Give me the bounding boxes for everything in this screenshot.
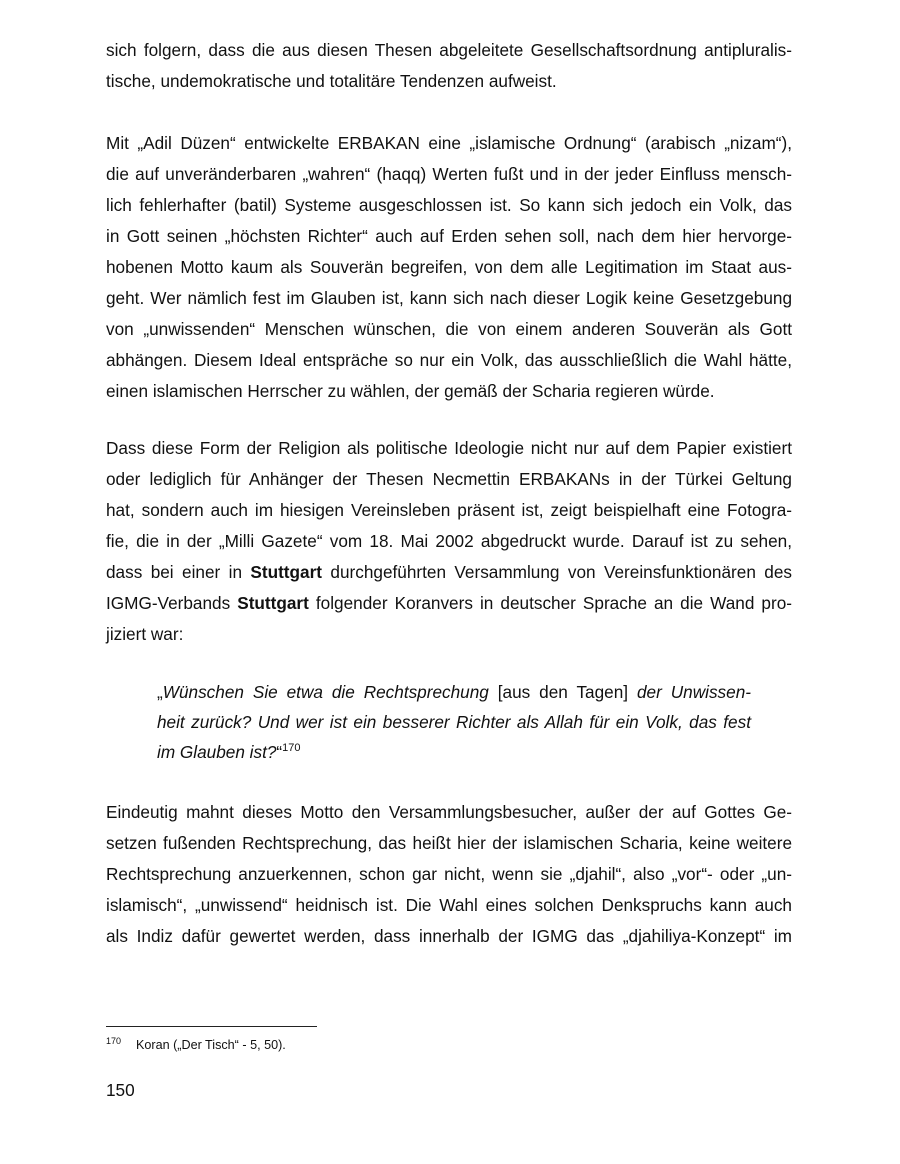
body-text-line: als Indiz dafür gewertet werden, dass innerhalb der IGMG das „djahiliya-Konzept“ im (106, 926, 792, 946)
footnote-reference[interactable]: 170 (282, 742, 301, 754)
body-text-line: islamisch“, „unwissend“ heidnisch ist. Die Wahl eines solchen Denkspruchs kann auch (106, 895, 792, 915)
close-quote-mark: “ (276, 742, 283, 762)
quote-line: heit zurück? Und wer ist ein besserer Richter als Allah für ein Volk, das fest (157, 712, 751, 732)
body-text-line: von „unwissenden“ Menschen wünschen, die von einem anderen Souverän als Gott (106, 319, 792, 339)
open-quote-mark: „ (157, 682, 163, 702)
body-text-line: fie, die in der „Milli Gazete“ vom 18. Mai 2002 abgedruckt wurde. Darauf ist zu sehen, (106, 531, 792, 551)
quote-italic-run: der Unwissen- (637, 682, 751, 702)
footnote-text: Koran („Der Tisch“ - 5, 50). (136, 1038, 286, 1052)
body-text-line: die auf unveränderbaren „wahren“ (haqq) Werten fußt und in der jeder Einfluss mensch- (106, 164, 792, 184)
quote-line (157, 682, 751, 702)
body-text-line: einen islamischen Herrscher zu wählen, der gemäß der Scharia regieren würde. (106, 381, 715, 401)
body-text-line: setzen fußenden Rechtsprechung, das heißt hier der islamischen Scharia, keine weitere (106, 833, 792, 853)
bold-place-name: Stuttgart (250, 562, 322, 582)
bold-place-name: Stuttgart (237, 593, 309, 613)
body-text-line: jiziert war: (106, 624, 184, 644)
body-text-line: hat, sondern auch im hiesigen Vereinsleben präsent ist, zeigt beispielhaft eine Fotogra- (106, 500, 792, 520)
quote-line (157, 742, 751, 762)
body-text-line: tische, undemokratische und totalitäre Tendenzen aufweist. (106, 71, 557, 91)
body-text-line: lich fehlerhafter (batil) Systeme ausgeschlossen ist. So kann sich jedoch ein Volk, das (106, 195, 792, 215)
footnote-divider (106, 1026, 317, 1027)
body-text-line: sich folgern, dass die aus diesen Thesen abgeleitete Gesellschaftsordnung antipluralis- (106, 40, 792, 60)
body-text-line: Dass diese Form der Religion als politische Ideologie nicht nur auf dem Papier existiert (106, 438, 792, 458)
body-text-line (106, 562, 792, 582)
body-text-line: Mit „Adil Düzen“ entwickelte ERBAKAN eine „islamische Ordnung“ (arabisch „nizam“), (106, 133, 792, 153)
quote-italic-run: Wünschen Sie etwa die Rechtsprechung (162, 682, 489, 702)
body-text-line: geht. Wer nämlich fest im Glauben ist, kann sich nach dieser Logik keine Gesetzgebung (106, 288, 792, 308)
page-number: 150 (106, 1080, 135, 1100)
body-text-line: oder lediglich für Anhänger der Thesen Necmettin ERBAKANs in der Türkei Geltung (106, 469, 792, 489)
body-text-line (106, 593, 792, 613)
body-text-line: Eindeutig mahnt dieses Motto den Versammlungsbesucher, außer der auf Gottes Ge- (106, 802, 792, 822)
body-text-line: Rechtsprechung anzuerkennen, schon gar nicht, wenn sie „djahil“, also „vor“- oder „un- (106, 864, 792, 884)
body-text-line: abhängen. Diesem Ideal entspräche so nur ein Volk, das ausschließlich die Wahl hätte, (106, 350, 792, 370)
text-run: IGMG-Verbands (106, 593, 238, 613)
text-run: folgender Koranvers in deutscher Sprache an die Wand pro- (308, 593, 792, 613)
footnote-number: 170 (106, 1036, 122, 1046)
text-run: dass bei einer in (106, 562, 251, 582)
quote-insertion: [aus den Tagen] (488, 682, 637, 702)
footnote (106, 1033, 286, 1053)
text-run: durchgeführten Versammlung von Vereinsfunktionären des (322, 562, 792, 582)
body-text-line: in Gott seinen „höchsten Richter“ auch auf Erden sehen soll, nach dem hier hervorge- (106, 226, 792, 246)
body-text-line: hobenen Motto kaum als Souverän begreifen, von dem alle Legitimation im Staat aus- (106, 257, 792, 277)
quote-italic-run: im Glauben ist? (157, 742, 277, 762)
